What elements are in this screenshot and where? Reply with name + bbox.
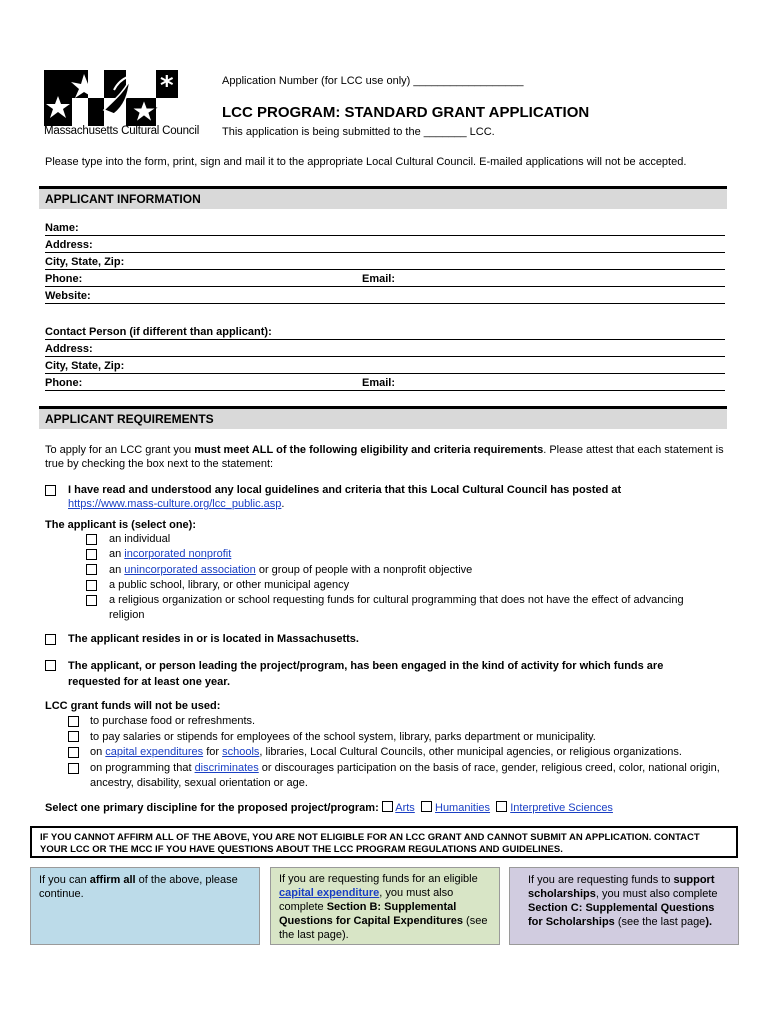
discipline-humanities-link[interactable]: Humanities	[435, 802, 491, 814]
not-used-capital-checkbox[interactable]	[68, 747, 79, 758]
discriminates-link[interactable]: discriminates	[194, 762, 259, 774]
opt-public-checkbox[interactable]	[86, 580, 97, 591]
guidelines-url-link[interactable]: https://www.mass-culture.org/lcc_public.asp	[68, 498, 282, 510]
logo-org-name: Massachusetts Cultural Council	[44, 125, 200, 137]
scholarship-pre: If you are requesting funds to	[528, 874, 674, 886]
not-used-discriminate-checkbox[interactable]	[68, 763, 79, 774]
discipline-humanities-checkbox[interactable]	[421, 801, 432, 812]
incorporated-nonprofit-link[interactable]: incorporated nonprofit	[124, 548, 232, 560]
contact-address-input[interactable]	[45, 356, 725, 357]
applicant-is-label: The applicant is (select one):	[45, 519, 196, 531]
discipline-arts-link[interactable]: Arts	[395, 802, 415, 814]
discipline-sciences-link[interactable]: Interpretive Sciences	[510, 802, 613, 814]
contact-input[interactable]	[45, 339, 725, 340]
not-used-discriminate-pre: on programming that	[90, 762, 195, 774]
read-guidelines-text: I have read and understood any local guidelines and criteria that this Local Cultural Council has posted at	[68, 484, 622, 496]
opt-nonprofit-pre: an	[109, 548, 125, 560]
lcc-name-field[interactable]: This application is being submitted to the _______ LCC.	[222, 126, 495, 138]
mcc-logo	[44, 70, 200, 140]
scholarship-bold1: support scholarships	[528, 874, 715, 900]
not-used-discriminate-line	[90, 761, 720, 791]
unincorporated-association-link[interactable]: unincorporated association	[124, 564, 256, 576]
opt-association-pre: an	[109, 564, 125, 576]
contact-phone-email-input[interactable]	[45, 390, 725, 391]
application-number-field[interactable]: Application Number (for LCC use only) __________________	[222, 75, 524, 87]
address-input[interactable]	[45, 252, 725, 253]
eligibility-warning	[30, 826, 738, 858]
affirm-post: of the above, please continue.	[39, 874, 238, 900]
guidelines-url-line: https://www.mass-culture.org/lcc_public.asp.	[68, 498, 285, 510]
address-label: Address:	[45, 239, 93, 251]
city-label: City, State, Zip:	[45, 256, 125, 268]
contact-label: Contact Person (if different than applicant):	[45, 326, 272, 338]
not-used-capital-pre: on	[90, 746, 106, 758]
opt-nonprofit-checkbox[interactable]	[86, 549, 97, 560]
discipline-sciences-checkbox[interactable]	[496, 801, 507, 812]
website-label: Website:	[45, 290, 91, 302]
svg-text:*: *	[160, 71, 174, 101]
phone-email-input[interactable]	[45, 286, 725, 287]
opt-association-line	[109, 563, 472, 578]
opt-individual-text: an individual	[109, 533, 171, 545]
applicant-info-heading	[39, 186, 727, 209]
requirements-intro	[45, 443, 725, 471]
not-used-discriminate-post: or discourages participation on the basis of race, gender, religious creed, color, national origin, ancestry, disability, sexual orientation or age.	[90, 762, 720, 789]
capital-expenditures-link[interactable]: capital expenditures	[105, 746, 204, 758]
contact-city-input[interactable]	[45, 373, 725, 374]
opt-association-post: or group of people with a nonprofit objective	[255, 564, 473, 576]
capital-mid: , you must also complete	[279, 887, 454, 913]
not-used-salaries-text: to pay salaries or stipends for employees of the school system, library, parks department or municipality.	[90, 731, 596, 743]
requirements-intro-post: . Please attest that each statement is true by checking the box next to the statement:	[45, 444, 724, 470]
contact-city-label: City, State, Zip:	[45, 360, 125, 372]
logo-graphic	[44, 70, 192, 126]
requirements-heading	[39, 406, 727, 429]
capital-post: (see the last page).	[279, 915, 488, 941]
capital-box	[270, 867, 500, 945]
scholarship-bold2: Section C: Supplemental Questions for Scholarships	[528, 902, 715, 928]
opt-public-text: a public school, library, or other municipal agency	[109, 579, 350, 591]
schools-link[interactable]: schools	[222, 746, 260, 758]
capital-pre: If you are requesting funds for an eligible	[279, 873, 478, 885]
opt-religious-text: a religious organization or school requesting funds for cultural programming that does not have the effect of advancing religion	[109, 594, 684, 621]
not-used-food-checkbox[interactable]	[68, 716, 79, 727]
email-label: Email:	[362, 273, 396, 285]
intro-text: Please type into the form, print, sign and mail it to the appropriate Local Cultural Council. E-mailed applications will not be accepted.	[45, 156, 687, 168]
city-input[interactable]	[45, 269, 725, 270]
requirements-intro-bold: must meet ALL of the following eligibility and criteria requirements	[194, 444, 544, 456]
read-guidelines-checkbox[interactable]	[45, 485, 56, 496]
engaged-text: The applicant, or person leading the project/program, has been engaged in the kind of activity for which funds are requested for at least one year.	[68, 660, 664, 688]
opt-nonprofit-line	[109, 547, 231, 562]
requirements-heading-text: APPLICANT REQUIREMENTS	[45, 412, 214, 426]
affirm-pre: If you can	[39, 874, 90, 886]
not-used-capital-post: , libraries, Local Cultural Councils, other municipal agencies, or religious organizations.	[259, 746, 682, 758]
phone-label: Phone:	[45, 273, 83, 285]
page-title: LCC PROGRAM: STANDARD GRANT APPLICATION	[222, 104, 590, 121]
capital-bold: Section B: Supplemental Questions for Capital Expenditures	[279, 901, 463, 927]
eligibility-warning-text: IF YOU CANNOT AFFIRM ALL OF THE ABOVE, YOU ARE NOT ELIGIBLE FOR AN LCC GRANT AND CANNOT SUBMIT AN APPLICATION. CONTACT YOUR LCC OR THE MCC IF YOU HAVE QUESTIONS ABOUT THE LCC PROGRAM REGULATIONS AND GUIDELINES.	[40, 832, 700, 855]
scholarship-post: (see the last page	[614, 916, 706, 928]
not-used-label: LCC grant funds will not be used:	[45, 700, 221, 712]
not-used-salaries-checkbox[interactable]	[68, 731, 79, 742]
scholarship-box	[509, 867, 739, 945]
affirm-bold: affirm all	[89, 874, 136, 886]
opt-religious-checkbox[interactable]	[86, 595, 97, 606]
opt-association-checkbox[interactable]	[86, 564, 97, 575]
not-used-capital-mid: for	[203, 746, 223, 758]
capital-expenditure-link[interactable]: capital expenditure	[279, 887, 380, 899]
resides-text: The applicant resides in or is located in Massachusetts.	[68, 633, 359, 645]
not-used-capital-line	[90, 745, 682, 760]
scholarship-end: ).	[705, 916, 713, 928]
name-label: Name:	[45, 222, 79, 234]
scholarship-mid: , you must also complete	[595, 888, 718, 900]
applicant-info-heading-text: APPLICANT INFORMATION	[45, 192, 201, 206]
contact-phone-label: Phone:	[45, 377, 83, 389]
contact-address-label: Address:	[45, 343, 93, 355]
opt-individual-checkbox[interactable]	[86, 534, 97, 545]
website-input[interactable]	[45, 303, 725, 304]
discipline-label: Select one primary discipline for the proposed project/program:	[45, 802, 379, 814]
contact-email-label: Email:	[362, 377, 396, 389]
discipline-row	[45, 801, 613, 816]
requirements-intro-pre: To apply for an LCC grant you	[45, 444, 195, 456]
discipline-arts-checkbox[interactable]	[382, 801, 393, 812]
engaged-checkbox[interactable]	[45, 660, 56, 671]
not-used-food-text: to purchase food or refreshments.	[90, 715, 256, 727]
resides-checkbox[interactable]	[45, 634, 56, 645]
name-input[interactable]	[45, 235, 725, 236]
affirm-box	[30, 867, 260, 945]
